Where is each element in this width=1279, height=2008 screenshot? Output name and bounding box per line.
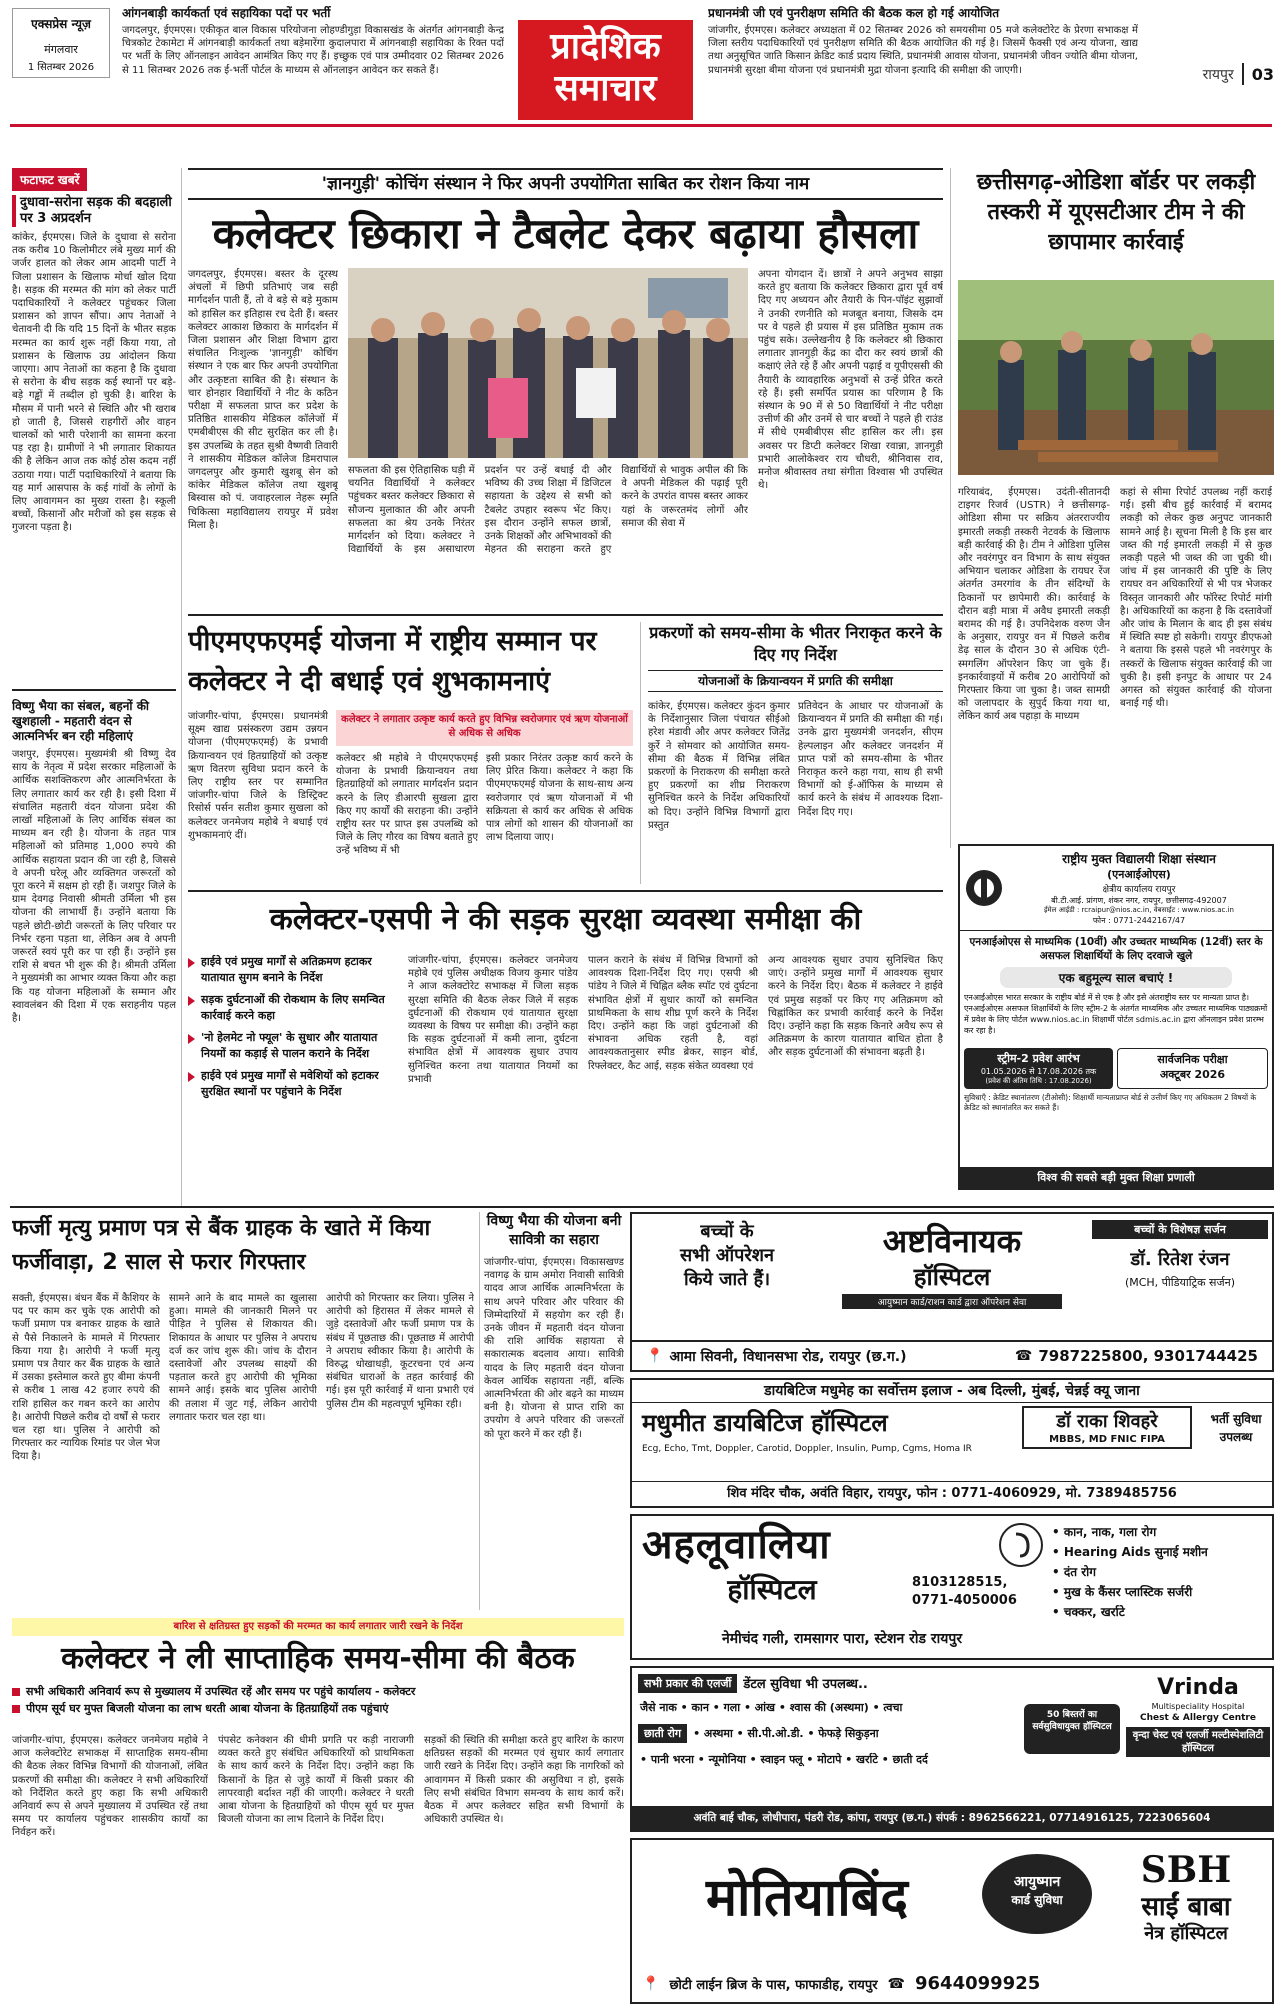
nios-addr: बी.टी.आई. प्रांगण, शंकर नगर, रायपुर, छत्तीसगढ़-492007 xyxy=(1051,896,1227,905)
road-bullet: हाईवे एवं प्रमुख मार्गों से अतिक्रमण हटाकर यातायात सुगम बनाने के निर्देश xyxy=(188,954,398,986)
ahluwalia-phone1: 8103128515, xyxy=(912,1575,1008,1590)
story-tablet-col1: जगदलपुर, ईएमएस। बस्तर के दूरस्थ अंचलों में छिपी प्रतिभाएं जब सही मार्गदर्शन पाती हैं, तो वे बड़े से बड़े मुकाम को हासिल कर इतिहास रच देती हैं। बस्तर कलेक्टर आकाश छिकारा के मार्गदर्शन में जिला प्रशासन और शिक्षा विभाग द्वारा संचालित निःशुल्क 'ज्ञानगुड़ी' कोचिंग संस्थान ने एक बार फिर अपनी उपयोगिता और उत्कृष्टता साबित की है। संस्थान के चार होनहार विद्यार्थियों ने नीट के कठिन परीक्षा में सफलता प्राप्त कर प्रदेश के प्रतिष्ठित शासकीय मेडिकल कॉलेजों में एमबीबीएस की सीट सुरक्षित कर ली है। इस उपलब्धि के तहत सुश्री वैष्णवी तिवारी ने शासकीय मेडिकल कॉलेज डिमरापाल जगदलपुर और कुमारी खुशबू सेन को कांकेर मेडिकल कॉलेज तथा खुशबू बिस्वास को पं. जवाहरलाल नेहरू स्मृति चिकित्सा महाविद्यालय रायपुर में प्रवेश मिला है। xyxy=(188,269,338,531)
rule-mid-page xyxy=(10,1206,1274,1208)
vrinda-chest: छाती रोग xyxy=(638,1724,687,1743)
story-road xyxy=(188,898,943,1198)
story-road-bullets xyxy=(188,954,398,1184)
ahluwalia-addr: नेमीचंद गली, रामसागर पारा, स्टेशन रोड रायपुर xyxy=(721,1631,963,1647)
story-pmfme-col3: इसी प्रकार निरंतर उत्कृष्ट कार्य करने के लिए प्रेरित किया। कलेक्टर ने कहा कि पीएमएफएमई योजना के साथ-साथ अन्य स्वरोजगार एवं ऋण योजनाओं में भी सक्रियता से कार्य कर अधिक से अधिक पात्र लोगों को शासन की योजनाओं का लाभ दिलाया जाए। xyxy=(486,753,633,844)
weekly-bullet: सभी अधिकारी अनिवार्य रूप से मुख्यालय में उपस्थित रहें और समय पर पहुंचे कार्यालय - कलेक्टर xyxy=(12,1684,624,1699)
story-weekly-headline: कलेक्टर ने ली साप्ताहिक समय-सीमा की बैठक xyxy=(61,1641,575,1676)
section-title-line2: समाचार xyxy=(554,68,657,109)
masthead xyxy=(0,0,1279,124)
story-tablet-kicker: 'ज्ञानगुड़ी' कोचिंग संस्थान ने फिर अपनी उपयोगिता साबित कर रोशन किया नाम xyxy=(188,168,943,200)
story-deadline xyxy=(648,622,943,884)
nios-offer: एक बहुमूल्य साल बचाएं ! xyxy=(1000,967,1232,988)
moti-logo: SBH xyxy=(1140,1849,1232,1891)
story-weekly-kicker: बारिश से क्षतिग्रस्त हुए सड़कों की मरम्मत का कार्य लगातार जारी रखने के निर्देश xyxy=(12,1618,624,1636)
section-title-box xyxy=(518,20,693,120)
story-pmfme-col1: जांजगीर-चांपा, ईएमएस। प्रधानमंत्री सूक्ष्म खाद्य प्रसंस्करण उद्यम उन्नयन योजना (पीएमएफएमई) के प्रभावी क्रियान्वयन एवं हितग्राहियों को उत्कृष्ट ऋण वितरण सुविधा प्रदान करने के लिए राष्ट्रीय स्तर पर सम्मानित जांजगीर-चांपा जिले के डिस्ट्रिक्ट रिसोर्स पर्सन सतीश कुमार सुखला को कलेक्टर जनमेजय महोबे ने बधाई एवं शुभकामनाएं दीं। xyxy=(188,711,328,841)
vrinda-addr: अवंति बाई चौक, लोधीपारा, पंडरी रोड, कांपा, रायपुर (छ.ग.) संपर्क : 8962566221, 07714916125, 7223065604 xyxy=(632,1806,1272,1830)
moti-phone: 9644099925 xyxy=(915,1973,1041,1994)
nios-exam: सार्वजनिक परीक्षा xyxy=(1157,1053,1228,1066)
ashtvinayak-left2: सभी ऑपरेशन xyxy=(680,1245,774,1266)
story-ustr-photo xyxy=(958,280,1274,475)
story-savitri-headline: विष्णु भैया की योजना बनी सावित्री का सहारा xyxy=(486,1213,622,1248)
story-pmfme-headline: पीएमएफएमई योजना में राष्ट्रीय सम्मान पर कलेक्टर ने दी बधाई एवं शुभकामनाएं xyxy=(188,626,597,697)
ad-ahluwalia xyxy=(630,1514,1274,1660)
page-info xyxy=(1170,60,1274,88)
ashtvinayak-right-tag: बच्चों के विशेषज्ञ सर्जन xyxy=(1092,1220,1268,1239)
masthead-date: 1 सितम्बर 2026 xyxy=(27,62,95,73)
nios-sub: क्षेत्रीय कार्यालय रायपुर xyxy=(1102,885,1176,895)
story-pmfme-banner: कलेक्टर ने लगातार उत्कृष्ट कार्य करते हुए विभिन्न स्वरोजगार एवं ऋण योजनाओं से अधिक से अधिक xyxy=(336,710,633,746)
phone-icon: ☎ xyxy=(1014,1348,1033,1364)
story-road-headline: कलेक्टर-एसपी ने की सड़क सुरक्षा व्यवस्था समीक्षा की xyxy=(269,902,862,937)
nios-late: (प्रवेश की अंतिम तिथि : 17.08.2026) xyxy=(985,1077,1092,1085)
madhumit-services: Ecg, Echo, Tmt, Doppler, Carotid, Doppler, Insulin, Pump, Cgms, Homa IR xyxy=(642,1444,972,1454)
nios-logo-icon xyxy=(964,868,1004,908)
location-pin-icon: 📍 xyxy=(642,1975,660,1992)
story-deadline-col1: कांकेर, ईएमएस। कलेक्टर कुंदन कुमार के निर्देशानुसार जिला पंचायत सीईओ हरेश मंडावी और अपर कलेक्टर जितेंद्र कुर्रे ने सोमवार को आयोजित समय-सीमा की बैठक में विभिन्न लंबित प्रकरणों के निराकरण की समीक्षा करते हुए प्रकरणों का शीघ्र निराकरण सुनिश्चित करने के निर्देश अधिकारियों को दिए। उन्होंने विभिन्न विभागों द्वारा प्रस्तुत xyxy=(648,701,790,831)
story-tablet-headline: कलेक्टर छिकारा ने टैबलेट देकर बढ़ाया हौसला xyxy=(212,209,919,258)
weekly-bullet: पीएम सूर्य घर मुफ्त बिजली योजना का लाभ धरती आबा योजना के हितग्राहियों तक पहुंचाएं xyxy=(12,1701,624,1716)
vrinda-t2: डेंटल सुविधा भी उपलब्ध.. xyxy=(743,1677,868,1692)
ad-motiyabind xyxy=(630,1838,1274,2004)
story-savitri-body: जांजगीर-चांपा, ईएमएस। विकासखण्ड नवागढ़ के ग्राम अमोरा निवासी सावित्री यादव आज आर्थिक आत्मनिर्भरता के साथ अपने परिवार और परिवार की जिम्मेदारियों में सहयोग कर रही हैं। उनके जीवन में महतारी वंदन योजना की राशि आर्थिक सहायता से सकारात्मक बदलाव आया। सावित्री यादव के लिए महतारी वंदन योजना केवल आर्थिक सहायता नहीं, बल्कि आत्मनिर्भरता की ओर बढ़ने का माध्यम बनी है। योजना से प्राप्त राशि का उपयोग वे अपने परिवार की जरूरतों को पूरा करने में कर रही हैं। xyxy=(484,1257,624,1440)
vrinda-hindi: वृन्दा चेस्ट एवं एलर्जी मल्टीस्पेशलिटी हॉस्पिटल xyxy=(1126,1727,1270,1757)
vrinda-sub: Multispeciality Hospital xyxy=(1151,1702,1245,1711)
col-divider-s5 xyxy=(479,1212,480,1610)
story-ustr-col2: कहां से सीमा रिपोर्ट उपलब्ध नहीं कराई गई। इसी बीच हुई कार्रवाई में बरामद लकड़ी को लेकर कुछ अनुपट जानकारी सामने आई है। सूचना मिली है कि इस बार जब्त की गई इमारती लकड़ी में से कुछ लकड़ी पहले भी जब्त की जा चुकी थी। जांच में इस जानकारी की पुष्टि के लिए रायघर वन अधिकारियों से भी पत्र भेजकर विस्तृत जानकारी और फॉरेस्ट रिपोर्ट मांगी है। अधिकारियों का कहना है कि दस्तावेजों और जांच के मिलान के बाद ही इस संबंध में स्थिति स्पष्ट हो सकेगी। रायपुर डीएफओ ने बताया कि इससे पहले भी नवरंगपुर के तस्करों के खिलाफ संयुक्त कार्रवाई की जा चुकी है। इसी इनपुट के आधार पर 24 अगस्त को संयुक्त कार्रवाई की योजना बनाई गई थी। xyxy=(1120,487,1272,710)
nios-exam-month: अक्टूबर 2026 xyxy=(1159,1068,1226,1081)
moti-badge2: कार्ड सुविधा xyxy=(1011,1893,1063,1907)
moti-badge1: आयुष्मान xyxy=(1013,1874,1061,1890)
ahluwalia-s1: • कान, नाक, गला रोग xyxy=(1052,1525,1157,1539)
road-bullet: 'नो हेलमेट नो फ्यूल' के सुधार और यातायात नियमों का कड़ाई से पालन कराने के निर्देश xyxy=(188,1030,398,1062)
moti-name: मोतियाबिंद xyxy=(705,1868,909,1928)
story-deadline-sub: योजनाओं के क्रियान्वयन में प्रगति की समीक्षा xyxy=(648,670,943,692)
madhumit-doctor: डॉ राका शिवहरे xyxy=(1056,1411,1158,1432)
ahluwalia-s2: • Hearing Aids सुनाई मशीन xyxy=(1052,1545,1208,1559)
vrinda-t1: सभी प्रकार की एलर्जी xyxy=(638,1674,737,1693)
story-tablet xyxy=(188,168,943,608)
story-weekly xyxy=(12,1618,624,2004)
brief-headline-right: प्रधानमंत्री जी एवं पुनरीक्षण समिति की बैठक कल हो गई आयोजित xyxy=(708,6,1000,20)
brief-headline: आंगनबाड़ी कार्यकर्ता एवं सहायिका पदों पर भर्ती xyxy=(122,6,331,20)
vrinda-l3: • पानी भरना • न्यूमोनिया • स्वाइन फ्लू • मोटापे • खर्राटे • छाती दर्द xyxy=(640,1753,928,1766)
story-pmfme-col2: कलेक्टर श्री महोबे ने पीएमएफएमई योजना के प्रभावी क्रियान्वयन तथा हितग्राहियों को लगातार मार्गदर्शन प्रदान करने के लिए डीआरपी सुखला द्वारा किए गए कार्यों की सराहना की। उन्होंने राष्ट्रीय स्तर पर प्राप्त इस उपलब्धि को जिले के लिए गौरव का विषय बताते हुए उन्हें भविष्य में भी xyxy=(336,753,478,857)
phone-icon: ☎ xyxy=(887,1975,905,1992)
madhumit-name: मधुमीत डायबिटिज हॉस्पिटल xyxy=(642,1409,888,1437)
masthead-rule xyxy=(10,124,1272,127)
col-divider-left xyxy=(181,168,182,1208)
story-fraud-col1: सक्ती, ईएमएस। बंधन बैंक में कैशियर के पद पर काम कर चुके एक आरोपी को फर्जी प्रमाण पत्र बनाकर ग्राहक के खाते से पैसे निकालने के मामले में गिरफ्तार किया गया है। आरोपी ने फर्जी मृत्यु प्रमाण पत्र तैयार कर बैंक ग्राहक के खाते में उसका इस्तेमाल करते हुए बीमा कंपनी से करीब 1 लाख 42 हजार रुपये की राशि हासिल कर गबन करने का आरोप है। आरोपी पिछले करीब दो वर्षों से फरार चल रहा था। पुलिस ने आरोपी को गिरफ्तार कर न्यायिक रिमांड पर जेल भेज दिया है। xyxy=(12,1293,160,1463)
ashtvinayak-tag: आयुष्मान कार्ड/राशन कार्ड द्वारा ऑपरेशन सेवा xyxy=(842,1294,1062,1309)
vrinda-l1: जैसे नाक • कान • गला • आंख • श्वास की (अस्थमा) • त्वचा xyxy=(640,1701,903,1714)
ashtvinayak-left1: बच्चों के xyxy=(700,1221,754,1242)
story-fraud-col2: सामने आने के बाद मामले का खुलासा हुआ। मामले की जानकारी मिलने पर पीड़ित ने पुलिस से शिकायत की। शिकायत के आधार पर पुलिस ने अपराध दर्ज कर जांच शुरू की। जांच के दौरान दस्तावेजों और उपलब्ध साक्ष्यों की पड़ताल करते हुए आरोपी की भूमिका सामने आई। इसके बाद पुलिस आरोपी की तलाश में जुट गई, लेकिन आरोपी लगातार फरार चल रहा था। xyxy=(169,1293,317,1423)
moti-hosp2: नेत्र हॉस्पिटल xyxy=(1144,1923,1228,1944)
ahluwalia-s5: • चक्कर, खर्राटे xyxy=(1052,1605,1125,1619)
section-title-line1: प्रादेशिक xyxy=(550,26,661,67)
top-right-brief xyxy=(708,6,1138,118)
madhumit-addr: शिव मंदिर चौक, अवंति विहार, रायपुर, फोन : 0771-4060929, मो. 7389485756 xyxy=(632,1481,1272,1506)
story-fraud-col3: आरोपी को गिरफ्तार कर लिया। पुलिस ने आरोपी को हिरासत में लेकर मामले से जुड़े दस्तावेजों और फर्जी प्रमाण पत्र के संबंध में पूछताछ की। पूछताछ में आरोपी ने अपराध स्वीकार किया है। आरोपी के विरुद्ध धोखाधड़ी, कूटरचना एवं अन्य संबंधित धाराओं के तहत कार्रवाई की गई। इस पूरी कार्रवाई में थाना प्रभारी एवं पुलिस टीम की महत्वपूर्ण भूमिका रही। xyxy=(326,1293,474,1410)
story-fraud xyxy=(12,1212,474,1610)
nios-phone: फोन : 0771-2442167/47 xyxy=(1092,916,1186,925)
nios-stream: स्ट्रीम-2 प्रवेश आरंभ xyxy=(997,1052,1080,1065)
nios-body: एनआईओएस भारत सरकार के राष्ट्रीय बोर्ड में से एक है और इसे अंतराष्ट्रीय स्तर पर मान्यता प्राप्त है। एनआईओएस असफल शिक्षार्थियों के लिए स्ट्रीम-2 के अंतर्गत माध्यमिक और उच्चतर माध्यमिक पाठ्यक्रमों में प्रवेश के लिए पोर्टल www.nios.ac.in शिक्षार्थी पोर्टल sdmis.ac.in द्वारा ऑनलाइन प्रवेश प्रारम्भ कर रहा है। xyxy=(964,993,1268,1035)
road-bullet: हाईवे एवं प्रमुख मार्गों से मवेशियों को हटाकर सुरक्षित स्थानों पर पहुंचाने के निर्देश xyxy=(188,1068,398,1100)
ad-nios xyxy=(958,844,1274,1190)
story-fraud-headline: फर्जी मृत्यु प्रमाण पत्र से बैंक ग्राहक के खाते में किया फर्जीवाड़ा, 2 साल से फरार गिरफ्तार xyxy=(12,1216,431,1275)
brand-logo: एक्सप्रेस न्यूज़ xyxy=(31,17,91,31)
story-ustr-headline: छत्तीसगढ़-ओडिशा बॉर्डर पर लकड़ी तस्करी में यूएसटीआर टीम ने की छापामार कार्रवाई xyxy=(976,170,1256,255)
quick-body-1: कांकेर, ईएमएस। जिले के दुधावा से सरोना तक करीब 10 किलोमीटर लंबे मुख्य मार्ग की जर्जर हालत को लेकर आम आदमी पार्टी ने जिला प्रशासन के खिलाफ मोर्चा खोल दिया है। सड़क की मरम्मत की मांग को लेकर पार्टी पदाधिकारियों ने कलेक्टर पहुंचकर जिला प्रशासन को ज्ञापन सौंपा। आप नेताओं ने चेतावनी दी कि यदि 15 दिनों के भीतर सड़क मरम्मत का कार्य शुरू नहीं किया गया, तो प्रशासन के खिलाफ उग्र आंदोलन किया जाएगा। आप नेताओं का कहना है कि दुधावा से सरोना के बीच सड़क कई स्थानों पर बड़े-बड़े गड्ढों में तब्दील हो चुकी है। बारिश के मौसम में पानी भरने से स्थिति और भी खराब हो जाती है, जिससे राहगीरों और वाहन चालकों को भारी परेशानी का सामना करना पड़ रहा है। ग्रामीणों ने भी लगातार शिकायत की है लेकिन आज तक कोई ठोस कदम नहीं उठाया गया। पार्टी पदाधिकारियों ने बताया कि यह मार्ग आसपास के कई गांवों के लोगों के लिए आवागमन का मुख्य रास्ता है। स्कूली बच्चों, किसानों और मरीजों को इस सड़क से गुजरना पड़ता है। xyxy=(12,232,176,534)
brief-body-right: जांजगीर, ईएमएस। कलेक्टर अध्यक्षता में 02 सितम्बर 2026 को समयसीमा 05 मजे कलेक्टोरेट के प्रेरणा सभाकक्ष में जिला स्तरीय पदाधिकारियों एवं पुनरीक्षण समिति की बैठक आयोजित की गई है। जिसमें फैक्सी एवं अन्य योजना, खाद्य तथा अनुसूचित जाति किसान क्रेडिट कार्ड प्रदाय स्थिति, प्रधानमंत्री आवास योजना, प्रधानमंत्री जीवन ज्योति बीमा योजना, प्रधानमंत्री सुरक्षा बीमा योजना एवं प्रधानमंत्री मुद्रा योजना इत्यादि की समीक्षा की जाएगी। xyxy=(708,25,1138,76)
ahluwalia-name1: अहलूवालिया xyxy=(642,1522,831,1568)
road-bullet: सड़क दुर्घटनाओं की रोकथाम के लिए समन्वित कार्रवाई करने कहा xyxy=(188,992,398,1024)
nios-footer: विश्व की सबसे बड़ी मुक्त शिक्षा प्रणाली xyxy=(960,1167,1272,1188)
story-weekly-col2: पंपसेट कनेक्शन की धीमी प्रगति पर कड़ी नाराजगी व्यक्त करते हुए संबंधित अधिकारियों को प्राथमिकता के साथ कार्य करने के निर्देश दिए। उन्होंने कहा कि किसानों के हित से जुड़े कार्यों में किसी प्रकार की लापरवाही बर्दाश्त नहीं की जाएगी। कलेक्टर ने धरती आबा योजना के हितग्राहियों को पीएम सूर्य घर मुफ्त बिजली योजना का लाभ दिलाने के निर्देश दिए। xyxy=(218,1735,414,1826)
ashtvinayak-doctor: डॉ. रितेश रंजन xyxy=(1130,1249,1230,1270)
ashtvinayak-deg: (MCH, पीडियाट्रिक सर्जन) xyxy=(1124,1276,1236,1289)
brand-box xyxy=(12,8,110,78)
top-left-brief xyxy=(122,6,504,114)
story-tablet-caption: सफलता की इस ऐतिहासिक घड़ी में चयनित विद्यार्थियों ने कलेक्टर पहुंचकर बस्तर कलेक्टर छिकारा से सौजन्य मुलाकात की और अपनी सफलता का श्रेय उनके निरंतर मार्गदर्शन को दिया। कलेक्टर ने विद्यार्थियों के इस असाधारण प्रदर्शन पर उन्हें बधाई दी और भविष्य की उच्च शिक्षा में डिजिटल सहायता के उद्देश्य से सभी को टैबलेट उपहार स्वरूप भेंट किए। इस दौरान उन्होंने सफल छात्रों, उनके शिक्षकों और अभिभावकों की मेहनत की सराहना करते हुए विद्यार्थियों से भावुक अपील की कि वे अपनी मेडिकल की पढ़ाई पूरी करने के उपरांत वापस बस्तर आकर यहां के जरूरतमंद लोगों और समाज की सेवा में xyxy=(348,465,748,556)
quick-news-label: फटाफट खबरें xyxy=(12,168,87,191)
page-number: 03 xyxy=(1251,64,1274,84)
ahluwalia-s4: • मुख के कैंसर प्लास्टिक सर्जरी xyxy=(1052,1585,1193,1599)
ad-ashtvinayak xyxy=(630,1212,1274,1372)
rule-story1 xyxy=(188,614,943,616)
nios-stream-dates: 01.05.2026 से 17.08.2026 तक xyxy=(980,1067,1097,1076)
nios-banner: एनआईओएस से माध्यमिक (10वीं) और उच्चतर माध्यमिक (12वीं) स्तर के असफल शिक्षार्थियों के लिए दरवाजे खुले xyxy=(969,936,1263,962)
ashtvinayak-addr: आमा सिवनी, विधानसभा रोड, रायपुर (छ.ग.) xyxy=(669,1348,907,1365)
quick-news-column xyxy=(12,168,176,1208)
story-road-col3: अन्य आवश्यक सुधार उपाय सुनिश्चित किए जाएं। उन्होंने प्रमुख मार्गों में आवश्यक सुधार करने के निर्देश दिए। बैठक में कलेक्टर ने हाईवे एवं प्रमुख सड़कों पर किए गए अतिक्रमण को चिह्नांकित कर प्रभावी कार्रवाई करने के निर्देश दिए। उन्होंने कहा कि सड़क किनारे अवैध रूप से अतिक्रमण के कारण यातायात बाधित होता है और सड़क दुर्घटनाओं की संभावना बढ़ती है। xyxy=(768,955,943,1059)
story-deadline-headline: प्रकरणों को समय-सीमा के भीतर निराकृत करने के दिए गए निर्देश xyxy=(649,623,942,664)
vrinda-chest-centre: Chest & Allergy Centre xyxy=(1140,1713,1256,1723)
location-pin-icon: 📍 xyxy=(646,1348,664,1364)
story-road-col2: पालन कराने के संबंध में विभिन्न विभागों को आवश्यक दिशा-निर्देश दिए गए। एसपी श्री पांडेय ने जिले में चिह्नित ब्लैक स्पॉट एवं दुर्घटना संभावित क्षेत्रों में सुधार कार्यों को समन्वित प्राथमिकता के साथ शीघ्र पूर्ण करने के निर्देश दिए। उन्होंने कहा कि जहां दुर्घटनाओं की संभावना अधिक रहती है, वहां आवश्यकतानुसार स्पीड ब्रेकर, साइन बोर्ड, रिफ्लेक्टर, कैट आई, सड़क संकेत व्यवस्था एवं xyxy=(588,955,758,1072)
story-weekly-col1: जांजगीर-चांपा, ईएमएस। कलेक्टर जनमेजय महोबे ने आज कलेक्टोरेट सभाकक्ष में साप्ताहिक समय-सीमा की बैठक लेकर विभिन्न विभागों की योजनाओं, लंबित प्रकरणों की समीक्षा की। कलेक्टर ने सभी अधिकारियों को निर्देशित करते हुए कहा कि सभी अधिकारी अनिवार्य रूप से अपने मुख्यालय में उपस्थित रहें तथा समय पर कार्यालय पहुंचकर शासकीय कार्यों का निर्वहन करें। xyxy=(12,1735,208,1839)
ashtvinayak-left3: किये जाते हैं। xyxy=(683,1269,771,1290)
ashtvinayak-name: अष्टविनायक xyxy=(882,1222,1022,1260)
story-road-col1: जांजगीर-चांपा, ईएमएस। कलेक्टर जनमेजय महोबे एवं पुलिस अधीक्षक विजय कुमार पांडेय ने आज कलेक्टोरेट सभाकक्ष में जिला सड़क सुरक्षा समिति की बैठक लेकर जिले में सड़क दुर्घटनाओं की रोकथाम एवं यातायात सुरक्षा व्यवस्था के विषय पर समीक्षा की। उन्होंने कहा कि सड़क दुर्घटनाओं में कमी लाना, दुर्घटना संभावित क्षेत्रों में आवश्यक सुधार उपाय सुनिश्चित करना तथा यातायात नियमों का प्रभावी xyxy=(408,955,578,1085)
quick-body-2: जशपुर, ईएमएस। मुख्यमंत्री श्री विष्णु देव साय के नेतृत्व में प्रदेश सरकार महिलाओं के आर्थिक सशक्तिकरण और आत्मनिर्भरता के लिए लगातार कार्य कर रही है। इसी दिशा में संचालित महतारी वंदन योजना प्रदेश की लाखों महिलाओं के लिए आर्थिक संबल का माध्यम बन रही है। योजना के तहत पात्र महिलाओं को प्रतिमाह 1,000 रुपये की आर्थिक सहायता प्रदान की जा रही है, जिससे वे अपनी घरेलू और व्यक्तिगत जरूरतों को पूरा करने में सक्षम हो रही हैं। जशपुर जिले के ग्राम देवगढ़ निवासी श्रीमती उर्मिला भी इस योजना की लाभार्थी हैं। उन्होंने बताया कि पहले छोटी-छोटी जरूरतों के लिए परिवार पर निर्भर रहना पड़ता था, लेकिन अब वे अपनी जरूरतें स्वयं पूरी कर पा रही हैं। उन्होंने इस राशि से बचत भी शुरू की है। श्रीमती उर्मिला ने मुख्यमंत्री का आभार व्यक्त किया और कहा कि यह योजना महिलाओं के सम्मान और स्वावलंबन की दिशा में एक सराहनीय पहल है। xyxy=(12,749,176,1025)
nios-title2: (एनआईओएस) xyxy=(1107,868,1171,881)
story-ustr-col1: गरियाबंद, ईएमएस। उदंती-सीतानदी टाइगर रिजर्व (USTR) ने छत्तीसगढ़-ओडिशा सीमा पर सक्रिय अंतरराज्यीय इमारती लकड़ी तस्करी नेटवर्क के खिलाफ बड़ी कार्रवाई की है। टीम ने ओडिशा पुलिस और नवरंगपुर वन विभाग के साथ संयुक्त अभियान चलाकर ओडिशा के रायघर रेंज अंतर्गत उमरगांव के तीन संदिग्धों के ठिकानों पर छापेमारी की। कार्रवाई के दौरान बड़ी मात्रा में अवैध इमारती लकड़ी बरामद की गई है। उपनिदेशक वरुण जैन के अनुसार, रायपुर वन में पिछले करीब डेढ़ साल के दौरान 30 से अधिक एंटी-स्मगलिंग ऑपरेशन किए जा चुके हैं। इनकार्रवाइयों में करीब 20 आरोपियों को गिरफ्तार किया जा चुका है। जब्त सामग्री को जलापदार के सुपुर्द किया गया था, लेकिन कार्य अब पहाड़ा के माध्यम xyxy=(958,487,1110,723)
nios-email: ईमेल आईडी : rcraipur@nios.ac.in, वेबसाईट : www.nios.ac.in xyxy=(1044,906,1234,914)
vrinda-name: Vrinda xyxy=(1157,1675,1239,1700)
ear-nose-icon xyxy=(998,1522,1044,1568)
ahluwalia-name2: हॉस्पिटल xyxy=(727,1573,817,1606)
ahluwalia-phone2: 0771-4050006 xyxy=(912,1593,1017,1608)
story-ustr xyxy=(958,168,1274,838)
quick-headline-2: विष्णु भैया का संबल, बहनों की खुशहाली - महतारी वंदन से आत्मनिर्भर बन रही महिलाएं xyxy=(12,699,150,743)
col-divider-s2 xyxy=(640,622,641,884)
story-weekly-col3: सड़कों की स्थिति की समीक्षा करते हुए बारिश के कारण क्षतिग्रस्त सड़कों की मरम्मत एवं सुधार कार्य लगातार जारी रखने के निर्देश दिए। उन्होंने कहा कि नागरिकों को आवागमन में किसी प्रकार की असुविधा न हो, इसके लिए सभी संबंधित विभाग समन्वय के साथ कार्य करें। बैठक में अपर कलेक्टर सहित सभी विभागों के अधिकारी उपस्थित थे। xyxy=(424,1735,624,1826)
nios-title: राष्ट्रीय मुक्त विद्यालयी शिक्षा संस्थान xyxy=(1062,852,1216,866)
moti-addr: छोटी लाईन ब्रिज के पास, फाफाडीह, रायपुर xyxy=(669,1977,878,1993)
nios-note: सुविधाएँ : क्रेडिट स्थानांतरण (टीओसी): शिक्षार्थी मान्यताप्राप्त बोर्ड से उत्तीर्ण किए गए अधिकतम 2 विषयों के क्रेडिट को स्थानांतरित कर सकते हैं। xyxy=(964,1093,1257,1112)
masthead-day: मंगलवार xyxy=(44,43,78,56)
ashtvinayak-sub: हॉस्पिटल xyxy=(913,1263,991,1291)
city-label: रायपुर xyxy=(1202,66,1234,83)
col-divider-mid xyxy=(950,168,951,848)
ad-madhumit xyxy=(630,1378,1274,1508)
rule-story2 xyxy=(188,890,943,892)
madhumit-bharti: भर्ती सुविधा उपलब्ध xyxy=(1210,1412,1262,1444)
vrinda-beds: 50 बिस्तरों का सर्वसुविधायुक्त हॉस्पिटल xyxy=(1024,1704,1120,1754)
ahluwalia-s3: • दंत रोग xyxy=(1052,1565,1097,1579)
moti-hosp1: साईं बाबा xyxy=(1141,1892,1231,1922)
story-pmfme xyxy=(188,622,633,892)
madhumit-top: डायबिटिज मधुमेह का सर्वोत्तम इलाज - अब दिल्ली, मुंबई, चेन्नई क्यू जाना xyxy=(632,1380,1272,1403)
story-savitri xyxy=(484,1212,624,1610)
brief-body: जगदलपुर, ईएमएस। एकीकृत बाल विकास परियोजना लोहण्डीगुड़ा विकासखंड के अंतर्गत आंगनबाड़ी केन्द्र चित्रकोट टेकामेटा में आंगनबाड़ी कार्यकर्ता तथा बड़ेमारेंगा कुदालपारा में आंगनबाड़ी सहायिका के रिक्त पदों पर भर्ती के लिए ऑनलाइन आवेदन आमंत्रित किए गए हैं। इच्छुक एवं पात्र उम्मीदवार 02 सितम्बर 2026 से 11 सितम्बर 2026 तक ई-भर्ती पोर्टल के माध्यम से ऑनलाइन आवेदन कर सकते हैं। xyxy=(122,25,504,76)
quick-headline-1: दुधावा-सरोना सड़क की बदहाली पर 3 अप्रदर्शन xyxy=(12,195,176,227)
story-tablet-photo xyxy=(348,268,748,458)
ad-vrinda xyxy=(630,1666,1274,1832)
ashtvinayak-phone: 7987225800, 9301744425 xyxy=(1038,1347,1258,1365)
vrinda-l2: • अस्थमा • सी.पी.ओ.डी. • फेफड़े सिकुड़ना xyxy=(693,1727,879,1740)
madhumit-deg: MBBS, MD FNIC FIPA xyxy=(1049,1434,1165,1445)
story-tablet-col4: अपना योगदान दें। छात्रों ने अपने अनुभव साझा करते हुए बताया कि कलेक्टर छिकारा द्वारा पूर्व वर्ष दिए गए अध्ययन और तैयारी के पिन-पॉइंट सुझावों ने उनकी रणनीति को मजबूत बनाया, जिसके दम पर वे पहले ही प्रयास में इस प्रतिष्ठित मुकाम तक पहुंच सके। उल्लेखनीय है कि कलेक्टर श्री छिकारा लगातार ज्ञानगुड़ी केंद्र का दौरा कर स्वयं छात्रों की कक्षाएं लेते रहे हैं और अपनी पढ़ाई व यूपीएससी की तैयारी के व्यावहारिक अनुभवों से उन्हें प्रेरित करते रहे हैं। इसी समर्पित प्रयास का परिणाम है कि संस्थान के 90 में से 50 विद्यार्थियों ने नीट परीक्षा उत्तीर्ण की और उनमें से चार बच्चों ने पहले ही राउंड में सीधे एमबीबीएस सीट हासिल कर ली। इस अवसर पर डिप्टी कलेक्टर शिखा रवान्ना, ज्ञानगुड़ी प्रभारी आलोकेश्वर राय चौधरी, श्रीनिवास राव, मनोज श्रीवास्तव तथा संगीता विश्वास भी उपस्थित थे। xyxy=(758,269,943,492)
story-deadline-col2: प्रतिवेदन के आधार पर योजनाओं के क्रियान्वयन में प्रगति की समीक्षा की गई। उनके द्वारा मुख्यमंत्री जनदर्शन, सीएम हेल्पलाइन और कलेक्टर जनदर्शन में प्राप्त पत्रों को समय-सीमा के भीतर निराकृत करने कहा गया, साथ ही सभी विभागों को ई-ऑफिस के माध्यम से कार्य करने के संबंध में आवश्यक दिशा-निर्देश दिए गए। xyxy=(798,701,943,818)
